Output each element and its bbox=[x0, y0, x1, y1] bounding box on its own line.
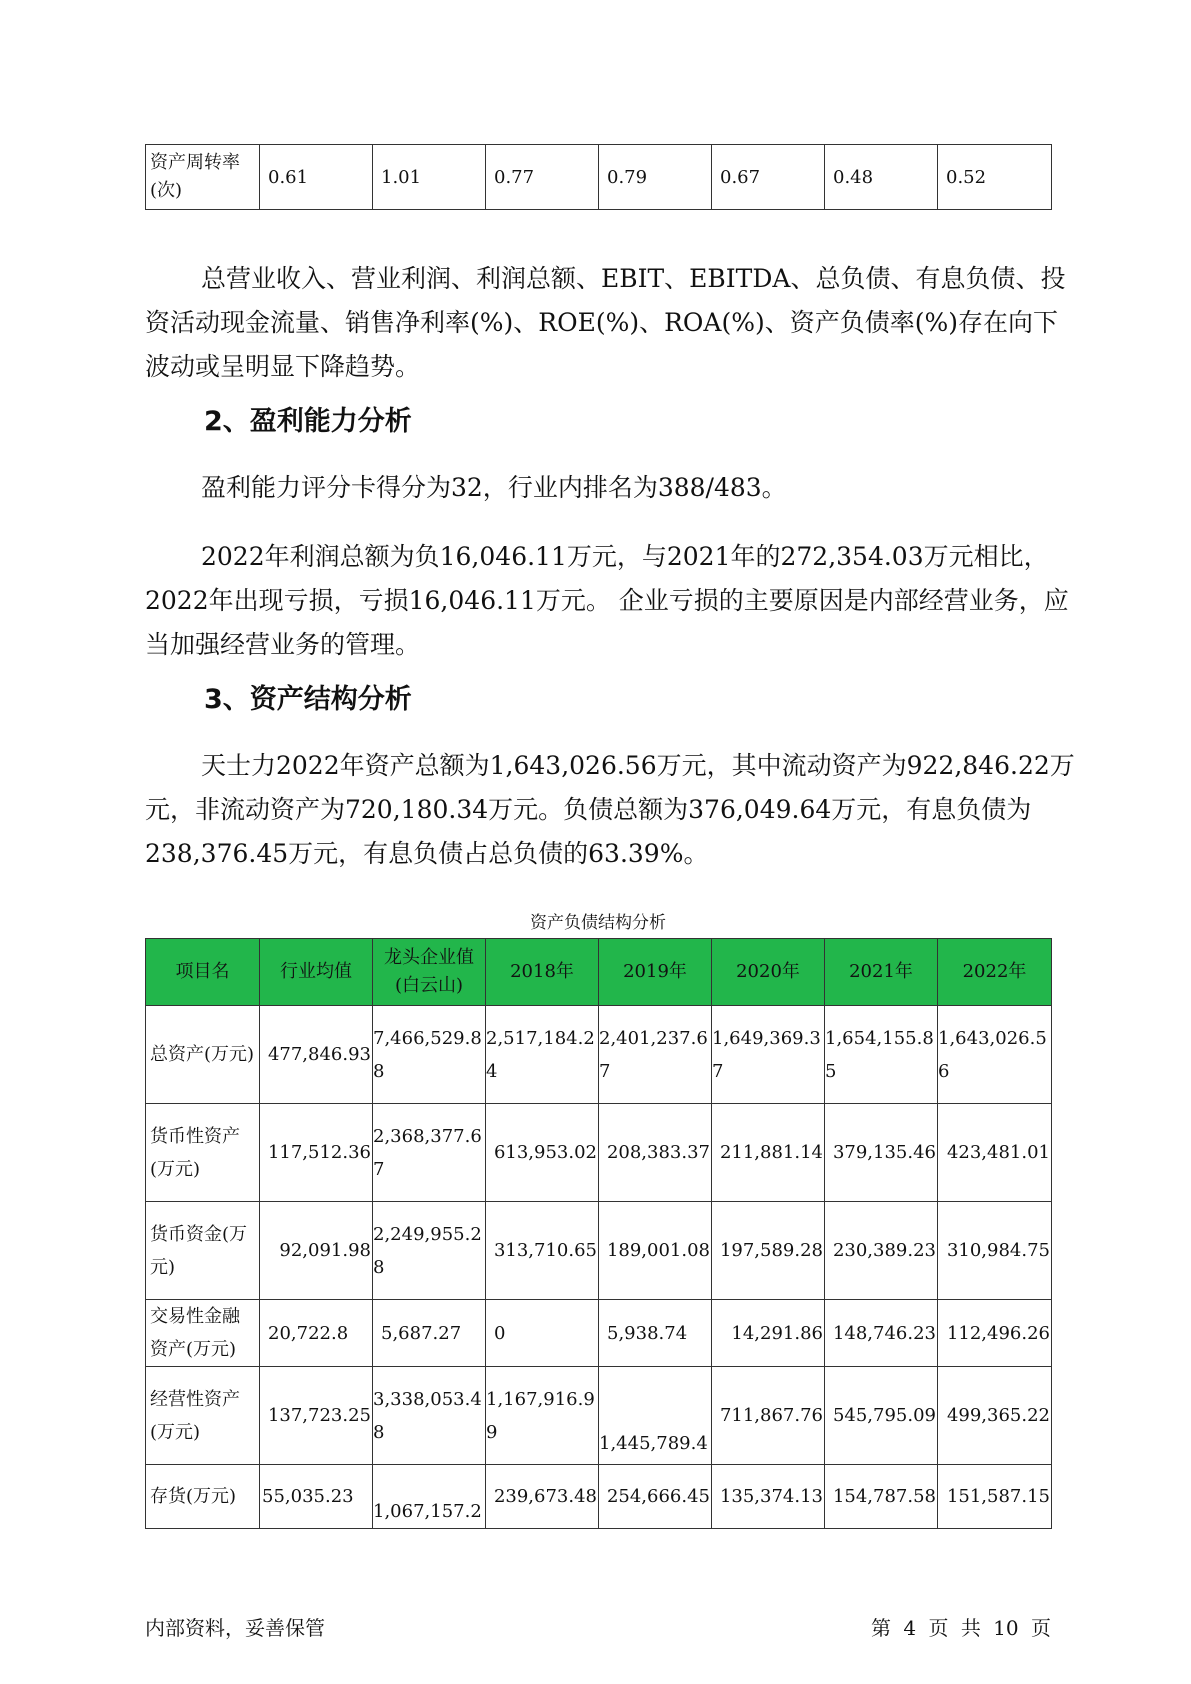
balance-structure-table bbox=[145, 938, 1052, 1529]
footer-confidential-note: 内部资料，妥善保管 bbox=[145, 1616, 325, 1640]
table-cell: 1.01 bbox=[373, 145, 486, 210]
table-row bbox=[146, 1367, 1052, 1465]
table-cell: 197,589.28 bbox=[712, 1202, 825, 1300]
table-row bbox=[146, 1300, 1052, 1367]
table-cell: 545,795.09 bbox=[825, 1367, 938, 1465]
table-cell: 2,249,955.28 bbox=[373, 1202, 486, 1300]
column-header: 2022年 bbox=[938, 939, 1052, 1006]
column-header: 龙头企业值(白云山) bbox=[373, 939, 486, 1006]
table-cell: 211,881.14 bbox=[712, 1104, 825, 1202]
table-cell: 148,746.23 bbox=[825, 1300, 938, 1367]
column-header: 2020年 bbox=[712, 939, 825, 1006]
table-cell: 1,654,155.85 bbox=[825, 1006, 938, 1104]
row-label: 存货(万元) bbox=[146, 1465, 260, 1529]
row-label: 货币资金(万元) bbox=[146, 1202, 260, 1300]
table-cell: 189,001.08 bbox=[599, 1202, 712, 1300]
table-cell: 112,496.26 bbox=[938, 1300, 1052, 1367]
table-cell: 499,365.22 bbox=[938, 1367, 1052, 1465]
column-header: 行业均值 bbox=[260, 939, 373, 1006]
table-cell: 2,401,237.67 bbox=[599, 1006, 712, 1104]
assets-paragraph: 天士力2022年资产总额为1,643,026.56万元，其中流动资产为922,846.22万元，非流动资产为720,180.34万元。负债总额为376,049.64万元，有息负债为238,376.45万元，有息负债占总负债的63.39%。 bbox=[145, 751, 1075, 868]
table-cell: 1,445,789.4 bbox=[599, 1367, 712, 1465]
section-heading-profitability: 2、盈利能力分析 bbox=[204, 406, 412, 437]
table-header-row bbox=[146, 939, 1052, 1006]
table-cell: 613,953.02 bbox=[486, 1104, 599, 1202]
table-cell: 55,035.23 bbox=[260, 1465, 373, 1529]
table-cell: 14,291.86 bbox=[712, 1300, 825, 1367]
table-cell: 5,938.74 bbox=[599, 1300, 712, 1367]
table-cell: 711,867.76 bbox=[712, 1367, 825, 1465]
table-row bbox=[146, 1465, 1052, 1529]
table-cell: 310,984.75 bbox=[938, 1202, 1052, 1300]
table-cell: 254,666.45 bbox=[599, 1465, 712, 1529]
table-cell: 0.61 bbox=[260, 145, 373, 210]
column-header: 2018年 bbox=[486, 939, 599, 1006]
table-cell: 0.77 bbox=[486, 145, 599, 210]
table-caption: 资产负债结构分析 bbox=[530, 913, 666, 933]
table-cell: 0.67 bbox=[712, 145, 825, 210]
table-cell: 1,643,026.56 bbox=[938, 1006, 1052, 1104]
table-cell: 117,512.36 bbox=[260, 1104, 373, 1202]
table-cell: 3,338,053.48 bbox=[373, 1367, 486, 1465]
table-cell: 151,587.15 bbox=[938, 1465, 1052, 1529]
row-label: 资产周转率(次) bbox=[146, 145, 260, 210]
table-cell: 0.79 bbox=[599, 145, 712, 210]
row-label: 总资产(万元) bbox=[146, 1006, 260, 1104]
row-label: 货币性资产(万元) bbox=[146, 1104, 260, 1202]
column-header: 项目名 bbox=[146, 939, 260, 1006]
row-label: 交易性金融资产(万元) bbox=[146, 1300, 260, 1367]
trend-paragraph: 总营业收入、营业利润、利润总额、EBIT、EBITDA、总负债、有息负债、投资活动现金流量、销售净利率(%)、ROE(%)、ROA(%)、资产负债率(%)存在向下波动或呈明显下降趋势。 bbox=[145, 264, 1066, 381]
table-cell: 0.52 bbox=[938, 145, 1052, 210]
table-cell: 2,368,377.67 bbox=[373, 1104, 486, 1202]
table-cell: 20,722.8 bbox=[260, 1300, 373, 1367]
table-cell: 230,389.23 bbox=[825, 1202, 938, 1300]
asset-turnover-table bbox=[145, 144, 1052, 210]
section-heading-structure: 3、资产结构分析 bbox=[204, 684, 412, 715]
table-cell: 1,167,916.99 bbox=[486, 1367, 599, 1465]
score-paragraph: 盈利能力评分卡得分为32，行业内排名为388/483。 bbox=[201, 473, 787, 502]
column-header: 2019年 bbox=[599, 939, 712, 1006]
table-cell: 1,067,157.2 bbox=[373, 1465, 486, 1529]
table-cell: 154,787.58 bbox=[825, 1465, 938, 1529]
profit-paragraph: 2022年利润总额为负16,046.11万元，与2021年的272,354.03万元相比，2022年出现亏损，亏损16,046.11万元。 企业亏损的主要原因是内部经营业务，应当加强经营业务的管理。 bbox=[145, 542, 1069, 659]
table-row bbox=[146, 1104, 1052, 1202]
column-header: 2021年 bbox=[825, 939, 938, 1006]
table-cell: 1,649,369.37 bbox=[712, 1006, 825, 1104]
table-row bbox=[146, 145, 1052, 210]
row-label: 经营性资产(万元) bbox=[146, 1367, 260, 1465]
table-cell: 7,466,529.88 bbox=[373, 1006, 486, 1104]
table-row bbox=[146, 1202, 1052, 1300]
table-cell: 0 bbox=[486, 1300, 599, 1367]
table-cell: 5,687.27 bbox=[373, 1300, 486, 1367]
table-row bbox=[146, 1006, 1052, 1104]
table-cell: 2,517,184.24 bbox=[486, 1006, 599, 1104]
table-cell: 239,673.48 bbox=[486, 1465, 599, 1529]
table-cell: 379,135.46 bbox=[825, 1104, 938, 1202]
page-number: 第 4 页 共 10 页 bbox=[871, 1616, 1051, 1640]
table-cell: 137,723.25 bbox=[260, 1367, 373, 1465]
table-cell: 313,710.65 bbox=[486, 1202, 599, 1300]
table-cell: 477,846.93 bbox=[260, 1006, 373, 1104]
table-cell: 92,091.98 bbox=[260, 1202, 373, 1300]
table-cell: 0.48 bbox=[825, 145, 938, 210]
table-cell: 423,481.01 bbox=[938, 1104, 1052, 1202]
table-cell: 208,383.37 bbox=[599, 1104, 712, 1202]
table-cell: 135,374.13 bbox=[712, 1465, 825, 1529]
